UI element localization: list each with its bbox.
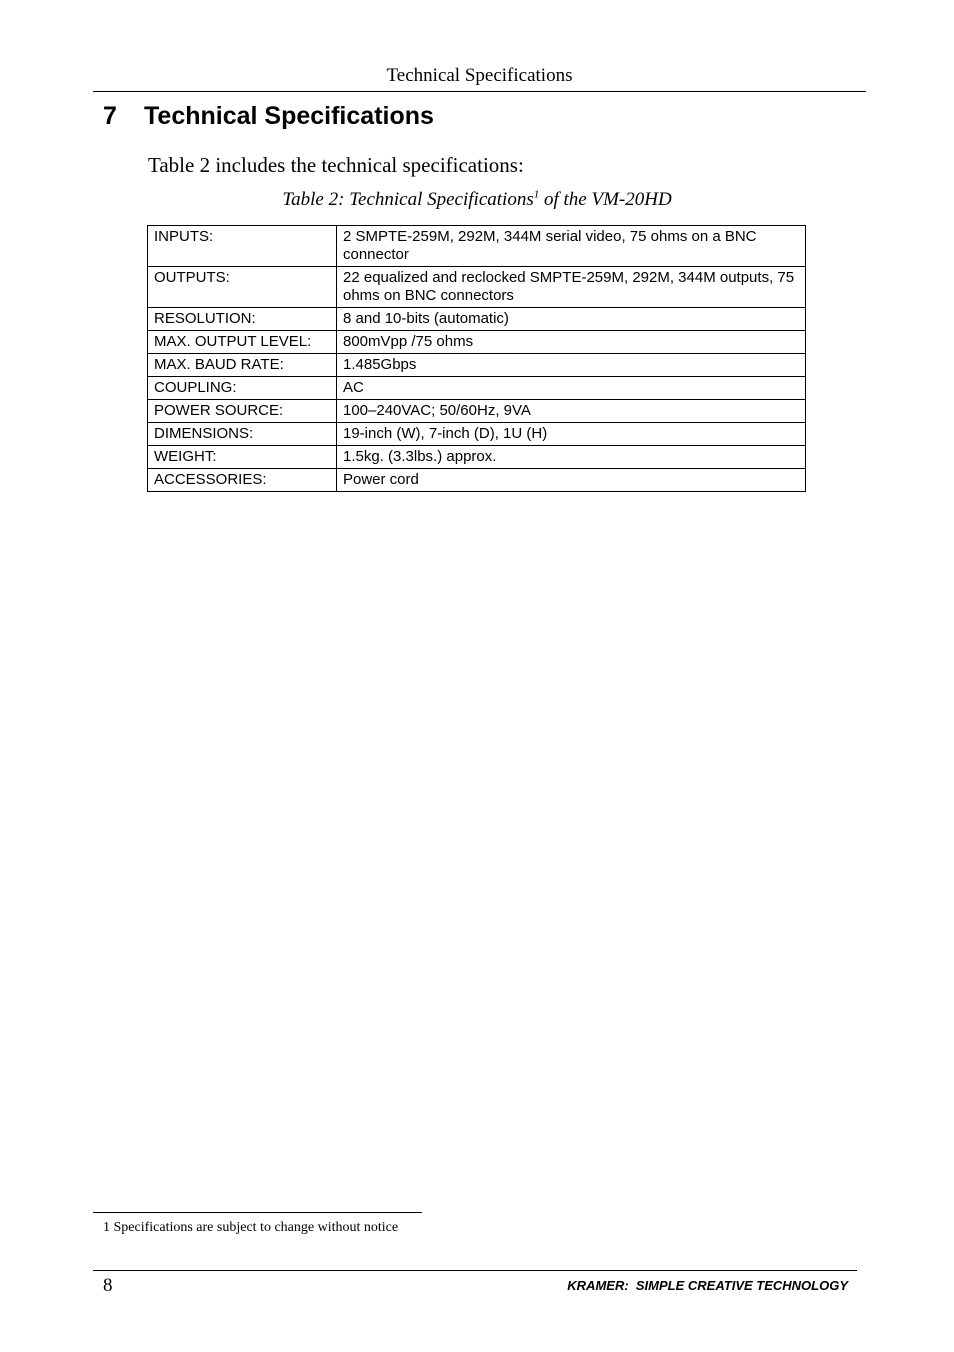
table-caption: [148, 186, 806, 214]
spec-label: POWER SOURCE:: [148, 400, 337, 423]
section-heading: [103, 99, 434, 133]
spec-label: ACCESSORIES:: [148, 469, 337, 492]
spec-value: 19-inch (W), 7-inch (D), 1U (H): [337, 423, 806, 446]
footnote-reference: 1: [533, 188, 540, 201]
table-row: [148, 354, 806, 377]
table-row: [148, 267, 806, 308]
table-row: [148, 377, 806, 400]
spec-value: 22 equalized and reclocked SMPTE-259M, 292M, 344M outputs, 75 ohms on BNC connectors: [337, 267, 806, 308]
specs-table: [147, 225, 806, 492]
table-row: [148, 469, 806, 492]
table-row: [148, 423, 806, 446]
spec-value: 800mVpp /75 ohms: [337, 331, 806, 354]
spec-value: 100–240VAC; 50/60Hz, 9VA: [337, 400, 806, 423]
running-header: Technical Specifications: [386, 65, 573, 86]
section-title: Technical Specifications: [144, 102, 434, 130]
header-rule: [93, 91, 866, 92]
spec-label: WEIGHT:: [148, 446, 337, 469]
spec-label: MAX. BAUD RATE:: [148, 354, 337, 377]
page-number: 8: [103, 1275, 113, 1296]
spec-label: RESOLUTION:: [148, 308, 337, 331]
spec-label: OUTPUTS:: [148, 267, 337, 308]
footnote: 1 Specifications are subject to change without notice: [103, 1220, 399, 1235]
table-row: [148, 400, 806, 423]
spec-label: INPUTS:: [148, 226, 337, 267]
table-row: [148, 446, 806, 469]
footnote-rule: [93, 1212, 422, 1213]
footer-rule: [93, 1270, 857, 1271]
spec-value: 2 SMPTE-259M, 292M, 344M serial video, 75 ohms on a BNC connector: [337, 226, 806, 267]
section-number: 7: [103, 102, 117, 130]
table-row: [148, 331, 806, 354]
caption-text-end: of the VM-20HD: [539, 189, 672, 210]
spec-value: 8 and 10-bits (automatic): [337, 308, 806, 331]
spec-label: COUPLING:: [148, 377, 337, 400]
spec-value: 1.5kg. (3.3lbs.) approx.: [337, 446, 806, 469]
spec-label: DIMENSIONS:: [148, 423, 337, 446]
spec-value: Power cord: [337, 469, 806, 492]
intro-paragraph: Table 2 includes the technical specifications:: [148, 153, 524, 177]
footer-brand: KRAMER: SIMPLE CREATIVE TECHNOLOGY: [567, 1278, 848, 1293]
table-row: [148, 308, 806, 331]
spec-label: MAX. OUTPUT LEVEL:: [148, 331, 337, 354]
table-row: [148, 226, 806, 267]
spec-value: AC: [337, 377, 806, 400]
caption-text: Table 2: Technical Specifications: [282, 189, 534, 210]
spec-value: 1.485Gbps: [337, 354, 806, 377]
